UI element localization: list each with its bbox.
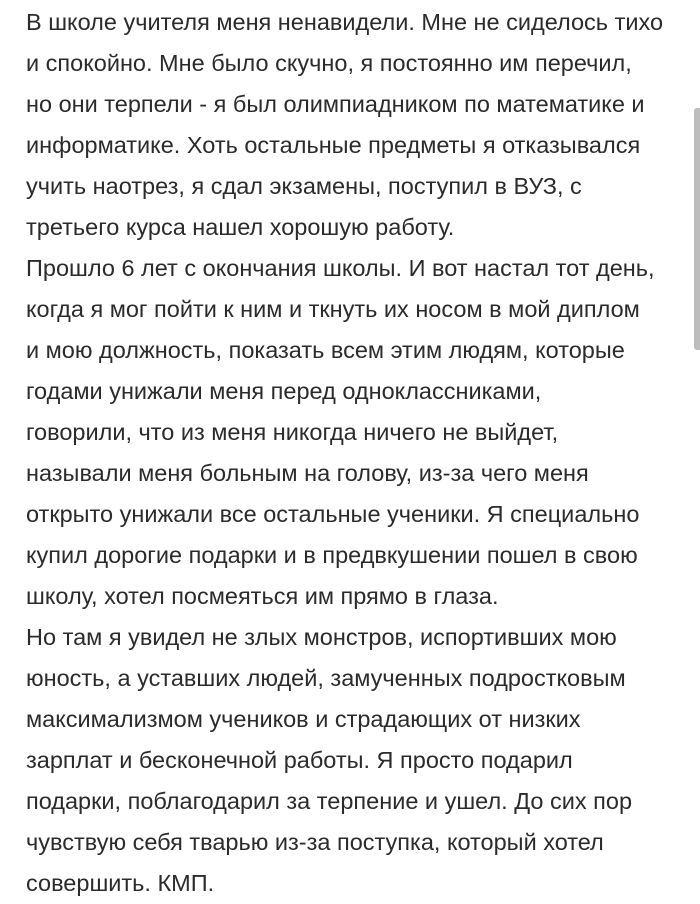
story-line: чувствую себя тварью из-за поступка, который хотел (26, 829, 604, 855)
story-line: и мою должность, показать всем этим людям, которые (26, 337, 625, 363)
story-line: открыто унижали все остальные ученики. Я специально (26, 501, 640, 527)
story-line: когда я мог пойти к ним и ткнуть их носом в мой диплом (26, 296, 640, 322)
story-line: зарплат и бесконечной работы. Я просто подарил (26, 747, 573, 773)
story-line: годами унижали меня перед одноклассниками, (26, 378, 542, 404)
scrollbar-thumb[interactable] (694, 108, 700, 350)
story-line: но они терпели - я был олимпиадником по математике и (26, 91, 645, 117)
story-line: совершить. КМП. (26, 870, 215, 896)
story-line: и спокойно. Мне было скучно, я постоянно им перечил, (26, 50, 632, 76)
story-line: максимализмом учеников и страдающих от низких (26, 706, 581, 732)
story-line: школу, хотел посмеяться им прямо в глаза. (26, 583, 499, 609)
story-line: Прошло 6 лет с окончания школы. И вот настал тот день, (26, 255, 655, 281)
story-line: Но там я увидел не злых монстров, испортивших мою (26, 624, 617, 650)
story-line: В школе учителя меня ненавидели. Мне не сиделось тихо (26, 9, 664, 35)
story-line: называли меня больным на голову, из-за чего меня (26, 460, 589, 486)
story-line: третьего курса нашел хорошую работу. (26, 214, 455, 240)
story-line: говорили, что из меня никогда ничего не выйдет, (26, 419, 559, 445)
story-line: учить наотрез, я сдал экзамены, поступил в ВУЗ, с (26, 173, 582, 199)
story-line: информатике. Хоть остальные предметы я отказывался (26, 132, 641, 158)
story-line: подарки, поблагодарил за терпение и ушел. До сих пор (26, 788, 633, 814)
story-line: купил дорогие подарки и в предвкушении пошел в свою (26, 542, 638, 568)
story-line: юность, а уставших людей, замученных подростковым (26, 665, 626, 691)
